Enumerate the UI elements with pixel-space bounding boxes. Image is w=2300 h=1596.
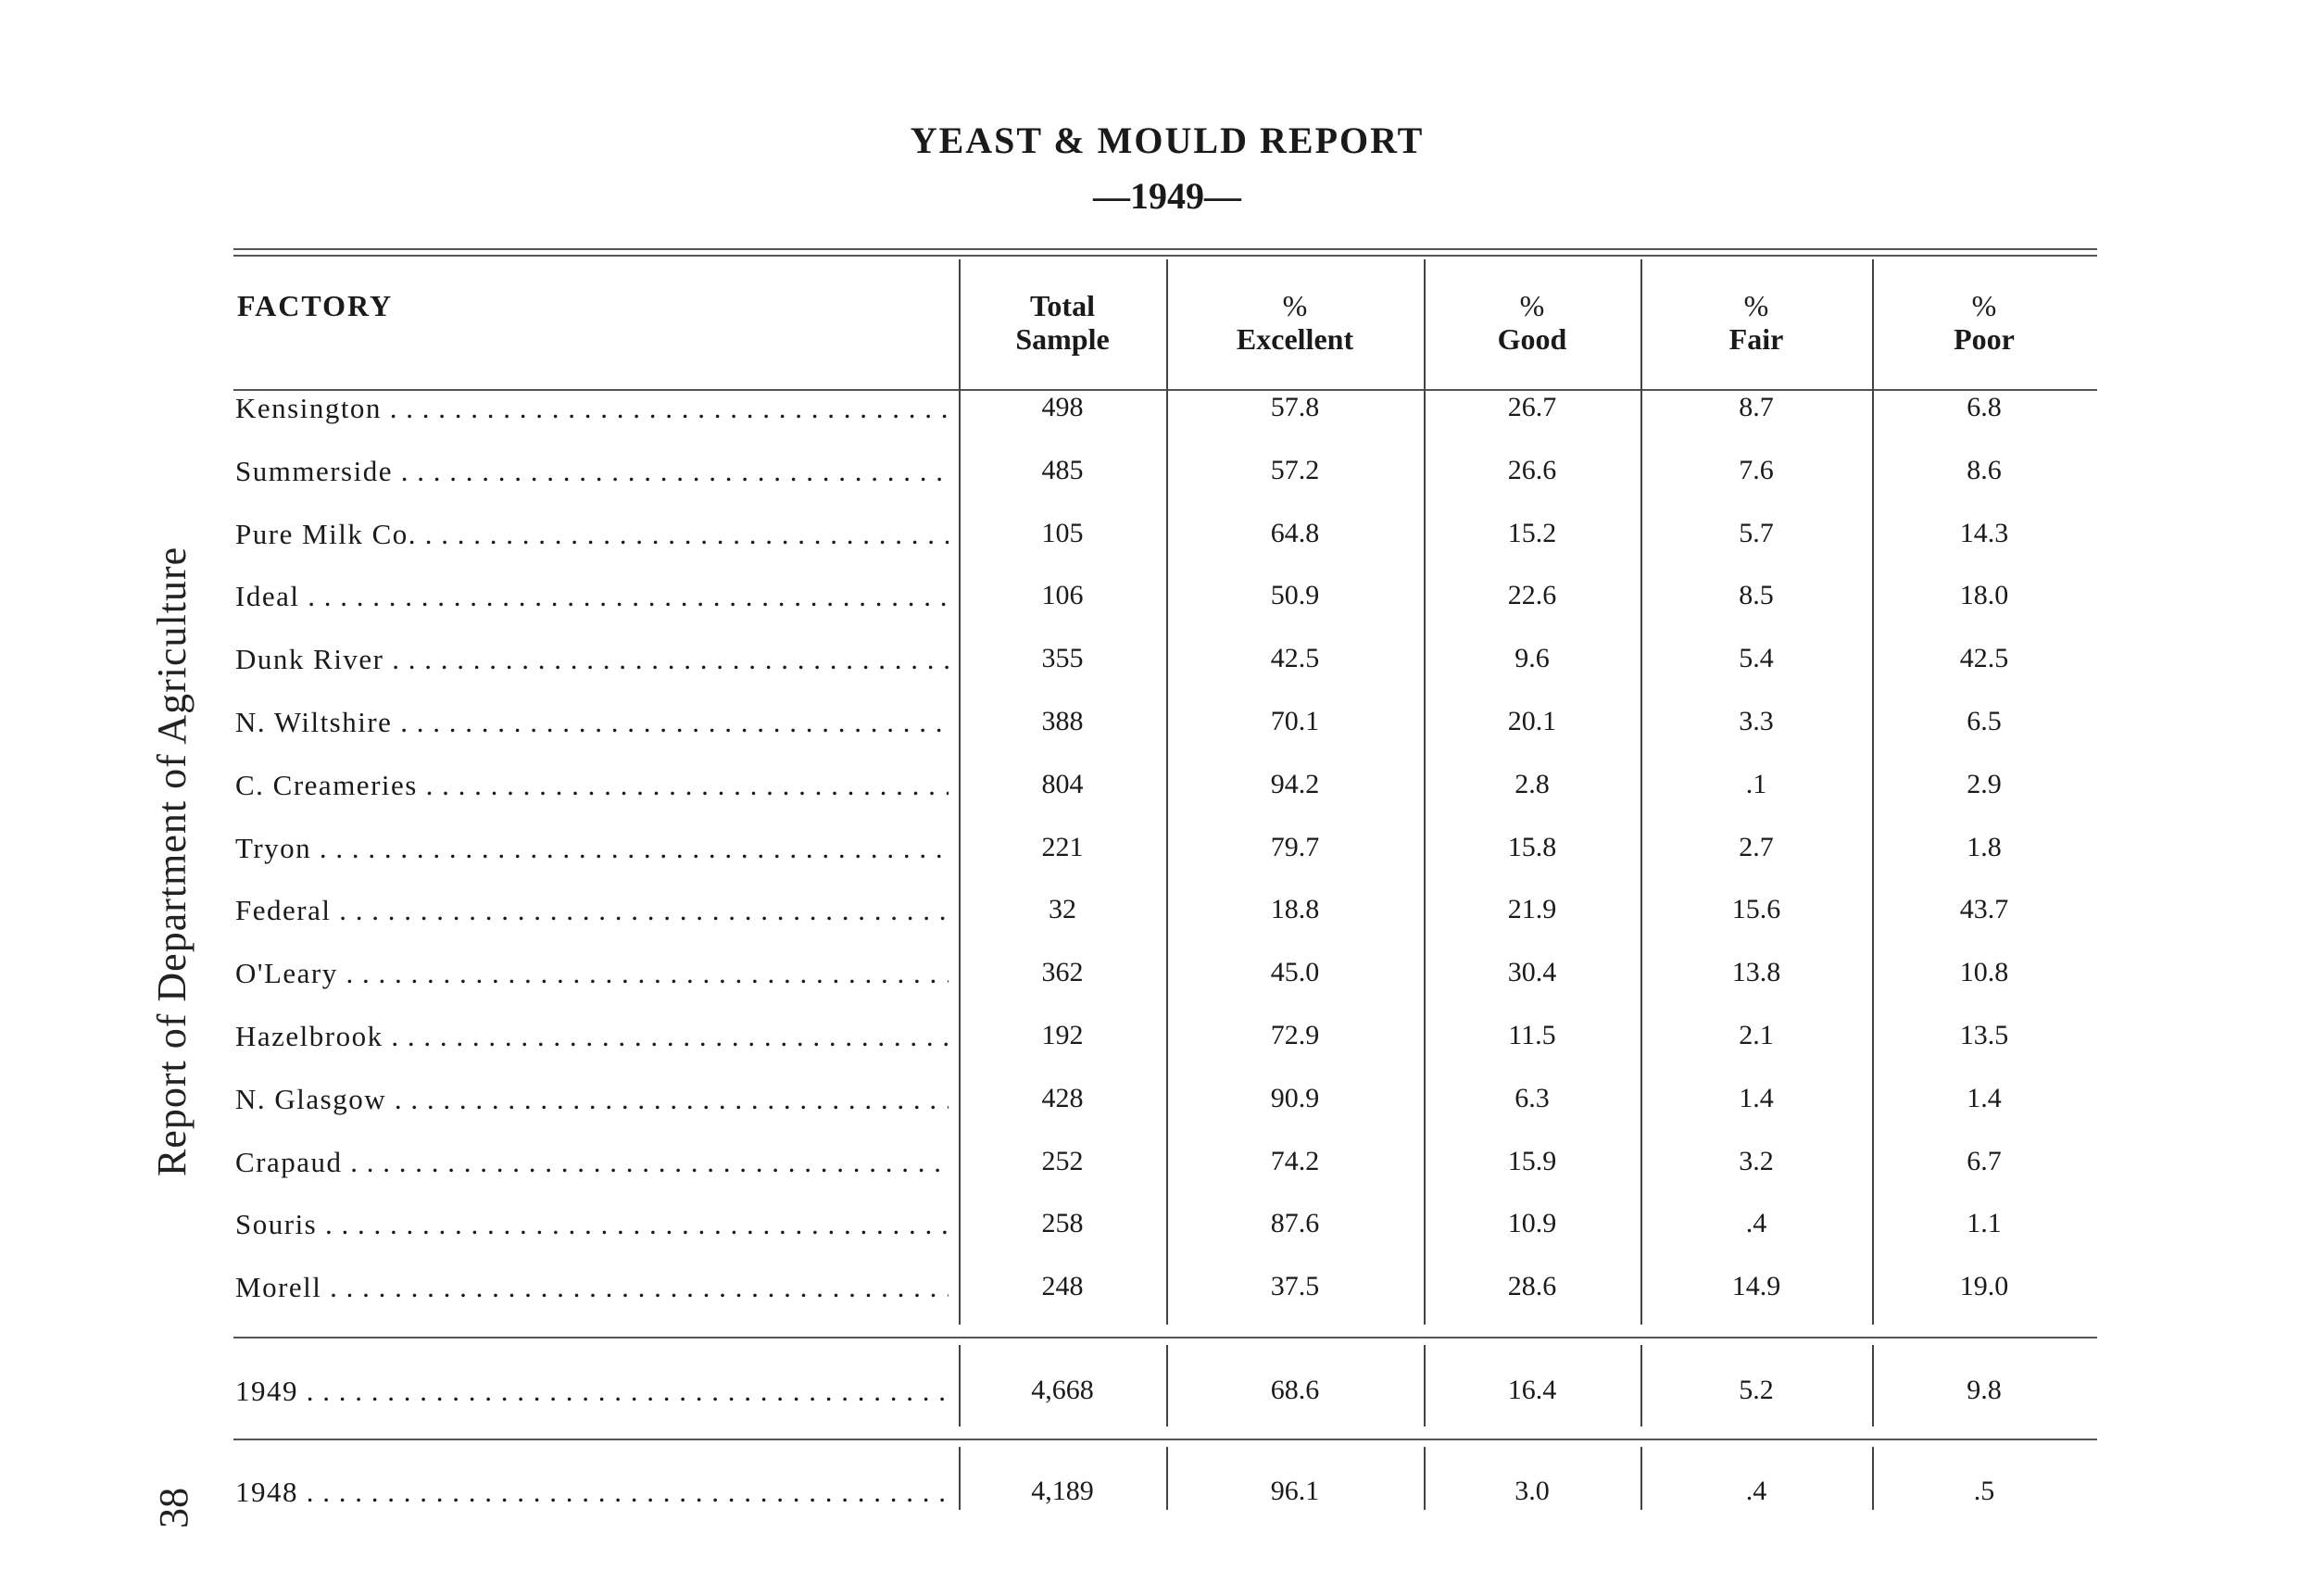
header-excellent-line2: Excellent — [1236, 322, 1354, 356]
table-row — [0, 455, 2300, 492]
total-sample-value: 388 — [1041, 706, 1084, 736]
total-row-1948 — [0, 1476, 2300, 1513]
excellent-value: 79.7 — [1270, 831, 1320, 862]
excellent-value: 57.8 — [1270, 392, 1320, 422]
table-row — [0, 706, 2300, 743]
previous-year-rule — [233, 1439, 2097, 1440]
fair-value: 15.6 — [1731, 894, 1781, 925]
poor-value: 42.5 — [1959, 643, 2009, 674]
factory-name: N. Glasgow . . . — [235, 1083, 949, 1116]
factory-name: Crapaud . . . — [235, 1146, 949, 1179]
excellent-value: 87.6 — [1270, 1208, 1320, 1239]
top-rule — [233, 248, 2097, 250]
report-title: YEAST & MOULD REPORT — [910, 119, 1425, 161]
summary-rule — [233, 1337, 2097, 1338]
excellent-value: 96.1 — [1270, 1476, 1320, 1506]
good-value: 9.6 — [1514, 643, 1550, 674]
poor-value: 1.1 — [1967, 1208, 2002, 1239]
table-row — [0, 518, 2300, 555]
header-fair — [1641, 289, 1871, 356]
poor-value: 10.8 — [1959, 957, 2009, 988]
good-value: 11.5 — [1508, 1020, 1556, 1050]
excellent-value: 70.1 — [1270, 706, 1320, 736]
excellent-value: 68.6 — [1270, 1375, 1320, 1405]
factory-name: Dunk River . . . — [235, 643, 949, 676]
factory-name: C. Creameries . . . — [235, 769, 949, 802]
header-excellent — [1167, 289, 1423, 356]
good-value: 10.9 — [1507, 1208, 1557, 1239]
good-value: 21.9 — [1507, 894, 1557, 925]
total-sample-value: 258 — [1041, 1208, 1084, 1239]
header-poor — [1873, 289, 2095, 356]
good-value: 15.9 — [1507, 1145, 1557, 1176]
total-sample-value: 248 — [1041, 1271, 1084, 1302]
factory-name: N. Wiltshire . . . — [235, 706, 949, 739]
total-sample-value: 428 — [1041, 1082, 1084, 1113]
table-row — [0, 1271, 2300, 1308]
total-sample-value: 32 — [1049, 894, 1076, 925]
factory-name: Morell . . . — [235, 1271, 949, 1304]
total-sample-value: 4,189 — [1031, 1476, 1094, 1506]
good-value: 15.8 — [1507, 831, 1557, 862]
poor-value: 2.9 — [1967, 768, 2002, 799]
header-good-line2: Good — [1497, 322, 1567, 356]
poor-value: .5 — [1973, 1476, 1995, 1506]
table-row — [0, 1146, 2300, 1183]
report-year: —1949— — [1093, 175, 1241, 217]
excellent-value: 94.2 — [1270, 768, 1320, 799]
total-sample-value: 4,668 — [1031, 1375, 1094, 1405]
table-row — [0, 769, 2300, 806]
total-sample-value: 221 — [1041, 831, 1084, 862]
header-rule — [233, 389, 2097, 391]
header-fair-line1: % — [1743, 289, 1769, 322]
fair-value: .4 — [1745, 1476, 1767, 1506]
header-total-sample — [960, 289, 1165, 356]
poor-value: 6.7 — [1967, 1145, 2002, 1176]
excellent-value: 50.9 — [1270, 580, 1320, 611]
poor-value: 19.0 — [1959, 1271, 2009, 1302]
table-row — [0, 832, 2300, 869]
factory-name: 1949 . . . — [235, 1375, 949, 1408]
good-value: 26.7 — [1507, 392, 1557, 422]
poor-value: 1.4 — [1967, 1082, 2002, 1113]
total-sample-value: 106 — [1041, 580, 1084, 611]
header-total-line2: Sample — [1015, 322, 1110, 356]
header-good — [1425, 289, 1640, 356]
header-fair-line2: Fair — [1728, 322, 1784, 356]
excellent-value: 90.9 — [1270, 1082, 1320, 1113]
table-row — [0, 957, 2300, 994]
excellent-value: 18.8 — [1270, 894, 1320, 925]
factory-name: Tryon . . . — [235, 832, 949, 865]
factory-name: 1948 . . . — [235, 1476, 949, 1509]
factory-name: Federal . . . — [235, 894, 949, 927]
fair-value: 14.9 — [1731, 1271, 1781, 1302]
top-rule-inner — [233, 255, 2097, 257]
fair-value: 13.8 — [1731, 957, 1781, 988]
good-value: 28.6 — [1507, 1271, 1557, 1302]
total-sample-value: 804 — [1041, 768, 1084, 799]
excellent-value: 45.0 — [1270, 957, 1320, 988]
excellent-value: 37.5 — [1270, 1271, 1320, 1302]
excellent-value: 72.9 — [1270, 1020, 1320, 1050]
good-value: 6.3 — [1514, 1082, 1550, 1113]
fair-value: 2.7 — [1739, 831, 1774, 862]
total-sample-value: 355 — [1041, 643, 1084, 674]
excellent-value: 57.2 — [1270, 454, 1320, 485]
factory-name: Hazelbrook . . . — [235, 1020, 949, 1053]
good-value: 22.6 — [1507, 580, 1557, 611]
fair-value: 8.5 — [1739, 580, 1774, 611]
fair-value: 3.3 — [1739, 706, 1774, 736]
poor-value: 18.0 — [1959, 580, 2009, 611]
good-value: 20.1 — [1507, 706, 1557, 736]
page-number: 38 — [151, 1488, 196, 1528]
factory-name: Souris . . . — [235, 1208, 949, 1241]
total-sample-value: 105 — [1041, 517, 1084, 548]
header-excellent-line1: % — [1282, 289, 1308, 322]
table-row — [0, 580, 2300, 617]
table-row — [0, 1020, 2300, 1057]
factory-name: Kensington . . . — [235, 392, 949, 425]
poor-value: 6.8 — [1967, 392, 2002, 422]
factory-name: Summerside . . . — [235, 455, 949, 488]
good-value: 26.6 — [1507, 454, 1557, 485]
table-row — [0, 1208, 2300, 1245]
total-sample-value: 362 — [1041, 957, 1084, 988]
total-sample-value: 498 — [1041, 392, 1084, 422]
good-value: 2.8 — [1514, 768, 1550, 799]
poor-value: 6.5 — [1967, 706, 2002, 736]
total-sample-value: 485 — [1041, 454, 1084, 485]
table-row — [0, 894, 2300, 931]
fair-value: 7.6 — [1739, 454, 1774, 485]
fair-value: 5.4 — [1739, 643, 1774, 674]
excellent-value: 64.8 — [1270, 517, 1320, 548]
table-row — [0, 1083, 2300, 1120]
total-sample-value: 252 — [1041, 1145, 1084, 1176]
total-sample-value: 192 — [1041, 1020, 1084, 1050]
header-good-line1: % — [1519, 289, 1545, 322]
fair-value: 5.7 — [1739, 517, 1774, 548]
header-poor-line1: % — [1971, 289, 1997, 322]
header-total-line1: Total — [1030, 289, 1095, 322]
fair-value: 1.4 — [1739, 1082, 1774, 1113]
factory-name: Pure Milk Co. . . . — [235, 518, 949, 551]
factory-name: Ideal . . . — [235, 580, 949, 613]
fair-value: 8.7 — [1739, 392, 1774, 422]
poor-value: 1.8 — [1967, 831, 2002, 862]
header-poor-line2: Poor — [1954, 322, 2015, 356]
table-row — [0, 392, 2300, 429]
fair-value: 5.2 — [1739, 1375, 1774, 1405]
good-value: 15.2 — [1507, 517, 1557, 548]
poor-value: 13.5 — [1959, 1020, 2009, 1050]
table-row — [0, 643, 2300, 680]
excellent-value: 74.2 — [1270, 1145, 1320, 1176]
fair-value: 3.2 — [1739, 1145, 1774, 1176]
good-value: 16.4 — [1507, 1375, 1557, 1405]
excellent-value: 42.5 — [1270, 643, 1320, 674]
good-value: 30.4 — [1507, 957, 1557, 988]
side-title: Report of Department of Agriculture — [149, 546, 195, 1176]
fair-value: 2.1 — [1739, 1020, 1774, 1050]
total-row-1949 — [0, 1375, 2300, 1412]
poor-value: 8.6 — [1967, 454, 2002, 485]
fair-value: .1 — [1745, 768, 1767, 799]
good-value: 3.0 — [1514, 1476, 1550, 1506]
poor-value: 43.7 — [1959, 894, 2009, 925]
header-factory: FACTORY — [237, 289, 394, 322]
poor-value: 9.8 — [1967, 1375, 2002, 1405]
fair-value: .4 — [1745, 1208, 1767, 1239]
factory-name: O'Leary . . . — [235, 957, 949, 990]
poor-value: 14.3 — [1959, 517, 2009, 548]
